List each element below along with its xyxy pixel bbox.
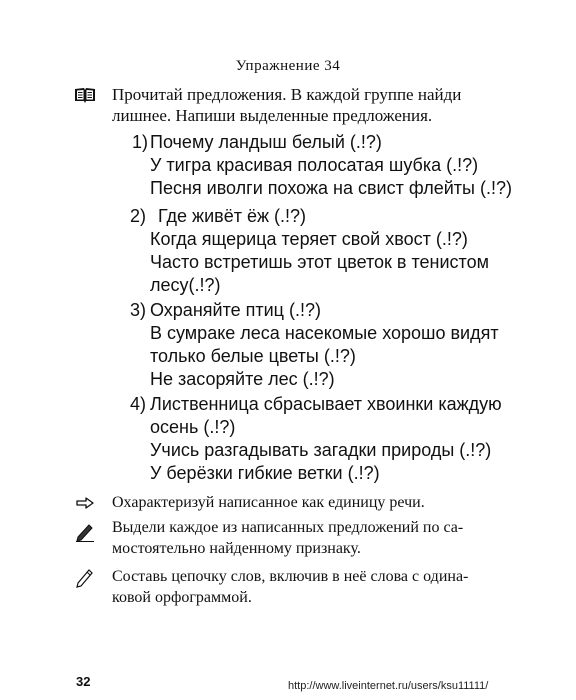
book-icon <box>74 86 96 104</box>
sentence-line: осень (.!?) <box>150 417 236 437</box>
sentence-line: У тигра красивая полосатая шубка (.!?) <box>150 155 479 175</box>
sentence-line: Песня иволги похожа на свист флейты (.!?) <box>150 178 512 198</box>
group-number: 1) <box>132 132 149 152</box>
sentence-line: Когда ящерица теряет свой хвост (.!?) <box>150 229 468 249</box>
sentence-line: Охраняйте птиц (.!?) <box>150 300 321 320</box>
page-number: 32 <box>76 674 91 689</box>
sentence-line: Где живёт ёж (.!?) <box>158 206 307 226</box>
sentence-line: Не засоряйте лес (.!?) <box>150 369 335 389</box>
sentence-line: Лиственница сбрасывает хвоинки каждую <box>150 394 502 414</box>
instruction-line: Прочитай предложения. В каждой группе найди <box>112 85 462 104</box>
sentence-line: только белые цветы (.!?) <box>150 346 356 366</box>
group-number: 3) <box>130 300 147 320</box>
task-line: Выдели каждое из написанных предложений по са- <box>112 519 464 536</box>
sentence-line: Учись разгадывать загадки природы (.!?) <box>150 440 492 460</box>
group-number: 2) <box>130 206 147 226</box>
task-line: Составь цепочку слов, включив в неё слова с одина- <box>112 568 469 585</box>
sentence-line: В сумраке леса насекомые хорошо видят <box>150 323 499 343</box>
pencil-outline-icon <box>74 566 96 588</box>
exercise-title: Упражнение 34 <box>235 58 341 74</box>
task-line: мостоятельно найденному признаку. <box>112 540 361 557</box>
sentence-line: У берёзки гибкие ветки (.!?) <box>150 463 380 483</box>
group-number: 4) <box>130 394 147 414</box>
task-line: ковой орфограммой. <box>112 589 252 606</box>
sentence-line: Почему ландыш белый (.!?) <box>150 132 382 152</box>
instruction-line: лишнее. Напиши выделенные предложения. <box>112 106 433 125</box>
sentence-line: лесу(.!?) <box>150 275 221 295</box>
arrow-right-icon <box>76 497 94 509</box>
justified-line <box>150 252 552 273</box>
sentence-text: Часто встретишь этот цветок в тенистом <box>150 252 489 272</box>
sentence-line <box>150 252 552 273</box>
watermark: http://www.liveinternet.ru/users/ksu11111/ <box>288 680 489 692</box>
pencil-icon <box>74 520 96 542</box>
task-line: Охарактеризуй написанное как единицу речи. <box>112 494 425 511</box>
